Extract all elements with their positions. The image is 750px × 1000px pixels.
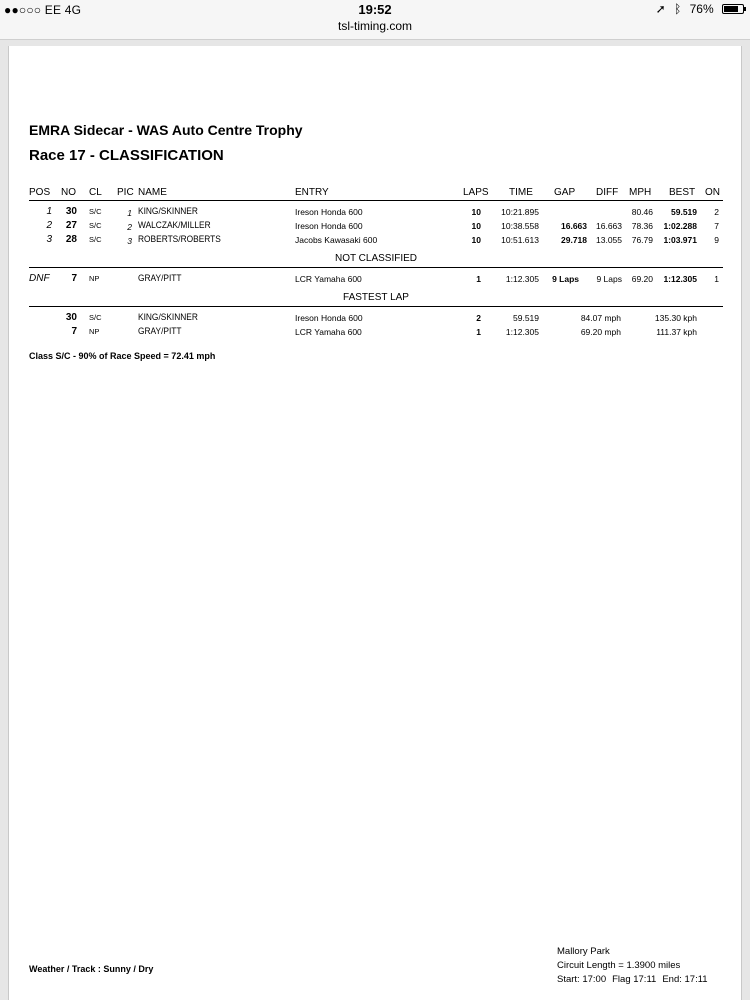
row-mph: 78.36 bbox=[631, 221, 653, 231]
row-kph: 111.37 kph bbox=[656, 327, 697, 337]
document-page bbox=[8, 46, 742, 1000]
fastest-lap-rule bbox=[29, 306, 723, 307]
row-cl: NP bbox=[89, 327, 100, 336]
row-cl: S/C bbox=[89, 313, 102, 322]
row-entry: LCR Yamaha 600 bbox=[295, 274, 362, 284]
row-diff: 16.663 bbox=[596, 221, 622, 231]
row-time: 10:51.613 bbox=[501, 235, 539, 245]
row-on: 9 bbox=[714, 235, 719, 245]
row-laps: 1 bbox=[476, 274, 481, 284]
flag-time: Flag 17:11 bbox=[612, 974, 657, 985]
row-best: 1:03.971 bbox=[663, 235, 697, 245]
not-classified-rule bbox=[29, 267, 723, 268]
row-no: 30 bbox=[65, 206, 77, 217]
row-mph: 69.20 bbox=[631, 274, 653, 284]
start-time: Start: 17:00 bbox=[557, 974, 607, 985]
race-times bbox=[557, 973, 714, 987]
class-speed-note: Class S/C - 90% of Race Speed = 72.41 mph bbox=[29, 351, 216, 361]
col-diff: DIFF bbox=[596, 187, 619, 198]
row-pos: DNF bbox=[29, 273, 50, 284]
race-title: Race 17 - CLASSIFICATION bbox=[29, 147, 224, 164]
col-cl: CL bbox=[89, 187, 102, 198]
row-entry: Ireson Honda 600 bbox=[295, 207, 363, 217]
col-name: NAME bbox=[138, 187, 167, 198]
row-pic: 1 bbox=[127, 208, 132, 218]
venue: Mallory Park bbox=[557, 946, 610, 957]
col-entry: ENTRY bbox=[295, 187, 329, 198]
row-entry: Ireson Honda 600 bbox=[295, 313, 363, 323]
col-no: NO bbox=[61, 187, 76, 198]
row-laps: 10 bbox=[471, 235, 481, 245]
row-mph: 84.07 mph bbox=[580, 313, 621, 323]
row-pic: 3 bbox=[127, 236, 132, 246]
row-name: ROBERTS/ROBERTS bbox=[138, 234, 221, 245]
row-diff: 13.055 bbox=[596, 235, 622, 245]
col-mph: MPH bbox=[629, 187, 652, 198]
row-diff: 9 Laps bbox=[596, 274, 622, 284]
row-no: 7 bbox=[71, 326, 77, 337]
col-pic: PIC bbox=[117, 187, 134, 198]
row-kph: 135.30 kph bbox=[654, 313, 697, 323]
circuit-info bbox=[557, 945, 714, 987]
col-pos: POS bbox=[29, 187, 51, 198]
location-arrow-icon: ➚ bbox=[655, 2, 666, 16]
weather-track: Weather / Track : Sunny / Dry bbox=[29, 964, 154, 974]
row-lap: 1 bbox=[476, 327, 481, 337]
row-laps: 10 bbox=[471, 207, 481, 217]
row-best: 1:02.288 bbox=[663, 221, 697, 231]
end-time: End: 17:11 bbox=[662, 974, 708, 985]
row-no: 27 bbox=[65, 220, 77, 231]
row-name: GRAY/PITT bbox=[138, 273, 182, 284]
row-mph: 80.46 bbox=[631, 207, 653, 217]
row-on: 1 bbox=[714, 274, 719, 284]
row-name: KING/SKINNER bbox=[138, 206, 198, 217]
row-on: 7 bbox=[714, 221, 719, 231]
event-title: EMRA Sidecar - WAS Auto Centre Trophy bbox=[29, 122, 303, 138]
row-mph: 76.79 bbox=[631, 235, 653, 245]
row-gap: 16.663 bbox=[561, 221, 587, 231]
row-mph: 69.20 mph bbox=[580, 327, 621, 337]
row-name: WALCZAK/MILLER bbox=[138, 220, 211, 231]
row-entry: LCR Yamaha 600 bbox=[295, 327, 362, 337]
col-best: BEST bbox=[669, 187, 696, 198]
clock: 19:52 bbox=[358, 2, 392, 17]
row-laps: 10 bbox=[471, 221, 481, 231]
row-no: 30 bbox=[65, 312, 77, 323]
row-time: 10:21.895 bbox=[501, 207, 539, 217]
row-gap: 9 Laps bbox=[552, 274, 579, 284]
row-on: 2 bbox=[714, 207, 719, 217]
status-icons bbox=[651, 2, 744, 16]
row-name: KING/SKINNER bbox=[138, 312, 198, 323]
row-cl: NP bbox=[89, 274, 100, 283]
not-classified-heading: NOT CLASSIFIED bbox=[334, 253, 418, 264]
col-gap: GAP bbox=[554, 187, 576, 198]
col-on: ON bbox=[705, 187, 720, 198]
row-cl: S/C bbox=[89, 207, 102, 216]
circuit-length: Circuit Length = 1.3900 miles bbox=[557, 960, 681, 971]
row-pos: 3 bbox=[46, 234, 52, 245]
row-cl: S/C bbox=[89, 221, 102, 230]
row-time: 1:12.305 bbox=[505, 327, 539, 337]
col-time: TIME bbox=[509, 187, 533, 198]
row-entry: Ireson Honda 600 bbox=[295, 221, 363, 231]
header-rule bbox=[29, 200, 723, 201]
row-name: GRAY/PITT bbox=[138, 326, 182, 337]
battery-percent: 76% bbox=[689, 2, 714, 16]
bluetooth-icon: ᛒ bbox=[674, 2, 682, 16]
row-time: 59.519 bbox=[513, 313, 539, 323]
fastest-lap-heading: FASTEST LAP bbox=[343, 292, 409, 303]
row-gap: 29.718 bbox=[561, 235, 587, 245]
status-bar bbox=[0, 0, 750, 40]
row-time: 10:38.558 bbox=[501, 221, 539, 231]
carrier-signal: ●●○○○ EE 4G bbox=[4, 3, 82, 17]
row-pos: 2 bbox=[46, 220, 52, 231]
row-entry: Jacobs Kawasaki 600 bbox=[295, 235, 378, 245]
row-best: 1:12.305 bbox=[663, 274, 697, 284]
row-time: 1:12.305 bbox=[505, 274, 539, 284]
row-best: 59.519 bbox=[671, 207, 697, 217]
row-pos: 1 bbox=[46, 206, 52, 217]
col-laps: LAPS bbox=[463, 187, 489, 198]
address-bar-url[interactable]: tsl-timing.com bbox=[337, 19, 412, 33]
row-lap: 2 bbox=[476, 313, 481, 323]
row-no: 7 bbox=[71, 273, 77, 284]
row-no: 28 bbox=[65, 234, 77, 245]
row-cl: S/C bbox=[89, 235, 102, 244]
row-pic: 2 bbox=[127, 222, 132, 232]
battery-icon bbox=[722, 4, 744, 14]
